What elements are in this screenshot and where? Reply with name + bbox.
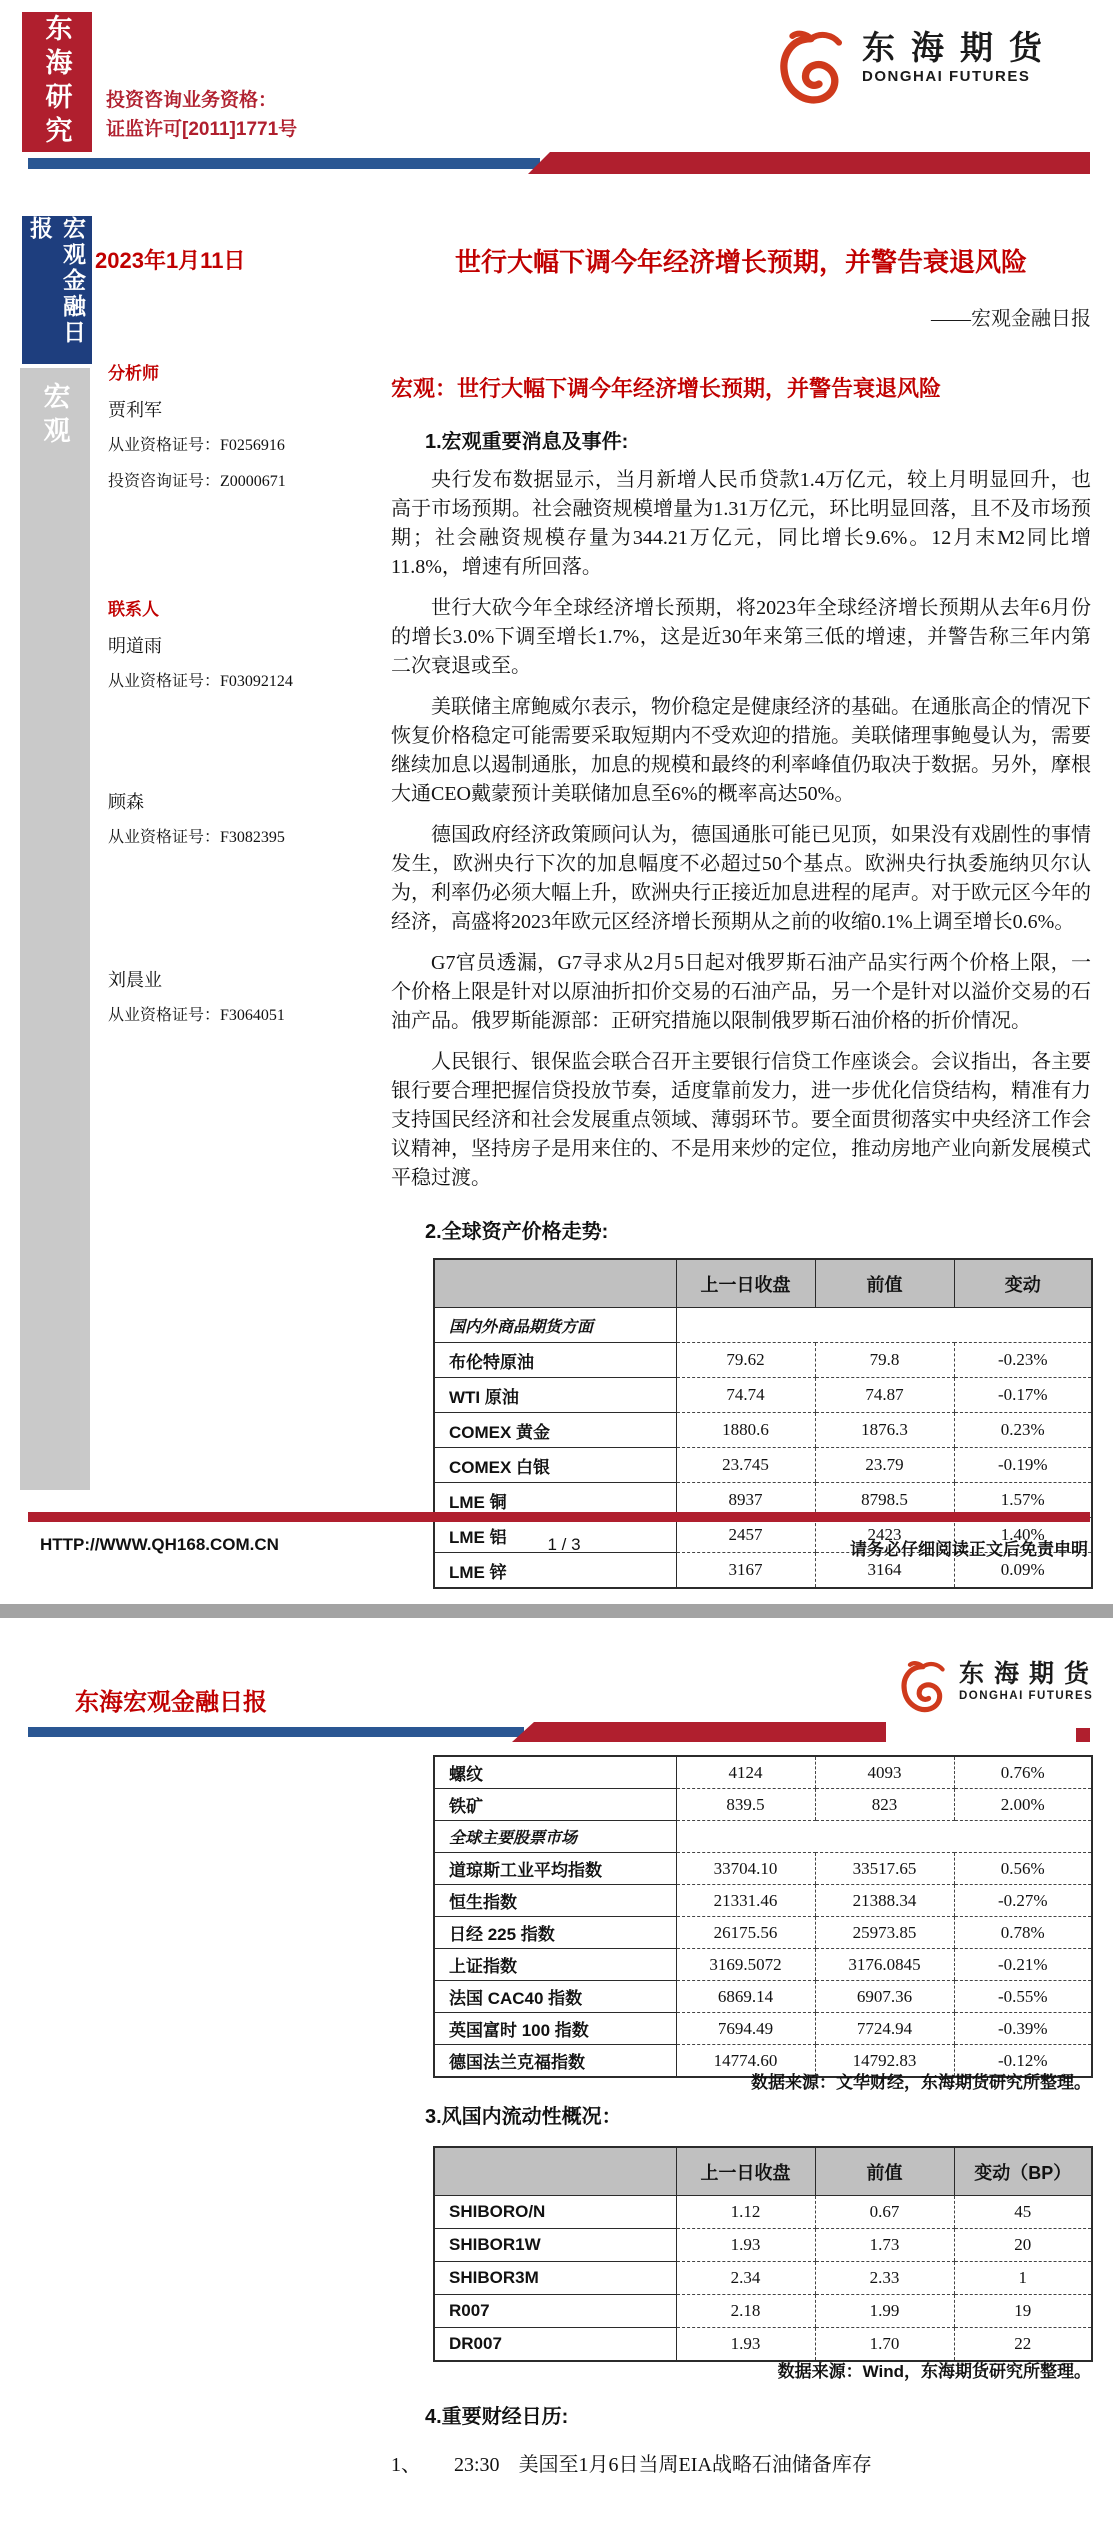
row-label: 日经 225 指数 (434, 1917, 676, 1949)
row-value: 2423 (815, 1518, 954, 1553)
table-row (434, 2262, 1092, 2295)
row-label: 铁矿 (434, 1789, 676, 1821)
row-value: 33704.10 (676, 1853, 815, 1885)
analyst-name: 贾利军 (108, 400, 162, 420)
daily-report-side-band-label: 宏观金融日报 (27, 216, 86, 346)
analyst-cert: 投资咨询证号：Z0000671 (108, 473, 286, 490)
row-value: 74.74 (676, 1378, 815, 1413)
row-value: 2.18 (676, 2295, 815, 2328)
row-value: 8937 (676, 1483, 815, 1518)
calendar-item-index: 1、 (391, 2454, 421, 2476)
row-label: 恒生指数 (434, 1885, 676, 1917)
daily-report-side-band (22, 216, 92, 364)
row-value: 0.78% (954, 1917, 1092, 1949)
row-value: 7694.49 (676, 2013, 815, 2045)
row-section-label: 全球主要股票市场 (434, 1821, 676, 1853)
table-row (434, 1981, 1092, 2013)
header-prior-value: 前值 (815, 1259, 954, 1308)
contact-name: 顾森 (108, 792, 144, 812)
row-value: 1.70 (815, 2328, 954, 2362)
row-label: SHIBOR1W (434, 2229, 676, 2262)
contact-cert: 从业资格证号：F3082395 (108, 829, 285, 846)
contact-cert: 从业资格证号：F3064051 (108, 1007, 285, 1024)
table-row (434, 1885, 1092, 1917)
footer-red-bar (28, 1512, 1090, 1522)
header-empty-cell (434, 1259, 676, 1308)
section2-heading: 2.全球资产价格走势: (425, 1221, 609, 1243)
row-value: -0.27% (954, 1885, 1092, 1917)
row-value: 19 (954, 2295, 1092, 2328)
row-value: 20 (954, 2229, 1092, 2262)
qualification-line2: 证监许可[2011]1771号 (106, 119, 298, 140)
research-side-band-label: 东海研究 (41, 14, 72, 150)
table-row (434, 1343, 1092, 1378)
divider-bar-blue-segment (28, 1727, 524, 1737)
macro-side-band (20, 368, 90, 1490)
header-prev-close: 上一日收盘 (676, 2147, 815, 2196)
row-label: R007 (434, 2295, 676, 2328)
row-value: -0.55% (954, 1981, 1092, 2013)
row-value: 1.93 (676, 2328, 815, 2362)
row-value: 1.40% (954, 1518, 1092, 1553)
liquidity-table (433, 2146, 1093, 2362)
logo-chinese-name: 东海期货 (959, 1660, 1100, 1688)
row-value: 1876.3 (815, 1413, 954, 1448)
dragon-logo-icon (895, 1659, 951, 1726)
section4-heading: 4.重要财经日历: (425, 2406, 569, 2428)
table-row (434, 1756, 1092, 1789)
header-change: 变动 (954, 1259, 1092, 1308)
row-label: 英国富时 100 指数 (434, 2013, 676, 2045)
main-content-column (391, 375, 1091, 1589)
row-value: 6869.14 (676, 1981, 815, 2013)
header-change-bp: 变动（BP） (954, 2147, 1092, 2196)
news-paragraph: G7官员透漏，G7寻求从2月5日起对俄罗斯石油产品实行两个价格上限，一个价格上限是针对以原油折扣价交易的石油产品，另一个是针对以溢价交易的石油产品。俄罗斯能源部：正研究措施以限制俄罗斯石油价格的折价情况。 (391, 952, 1091, 1032)
row-value: -0.12% (954, 2045, 1092, 2078)
row-label: 上证指数 (434, 1949, 676, 1981)
logo-english-name: DONGHAI FUTURES (862, 68, 1031, 85)
row-label: COMEX 白银 (434, 1448, 676, 1483)
header-empty-cell (434, 2147, 676, 2196)
analyst-panel (108, 356, 358, 1034)
report-title: 世行大幅下调今年经济增长预期，并警告衰退风险 (454, 247, 1027, 277)
row-value: 3167 (676, 1553, 815, 1589)
contact-name: 明道雨 (108, 636, 162, 656)
macro-side-band-label: 宏观 (39, 382, 70, 450)
asset-price-table-continued (433, 1755, 1093, 2078)
divider-bar-blue-segment (28, 158, 540, 169)
qualification-block (106, 86, 297, 144)
row-value: 25973.85 (815, 1917, 954, 1949)
table-row (434, 1917, 1092, 1949)
table-row (434, 1789, 1092, 1821)
table-row (434, 2295, 1092, 2328)
row-value: 0.23% (954, 1413, 1092, 1448)
table-row (434, 2328, 1092, 2362)
bar-end-square (1076, 1728, 1090, 1742)
analyst-role-label: 分析师 (108, 364, 159, 383)
divider-bar-red-segment (528, 152, 1090, 174)
row-label: LME 锌 (434, 1553, 676, 1589)
news-paragraph: 美联储主席鲍威尔表示，物价稳定是健康经济的基础。在通胀高企的情况下恢复价格稳定可能需要采取短期内不受欢迎的措施。美联储理事鲍曼认为，需要继续加息以遏制通胀，加息的规模和最终的利率峰值仍取决于数据。另外，摩根大通CEO戴蒙预计美联储加息至6%的概率高达50%。 (391, 696, 1091, 805)
dragon-logo-icon (770, 28, 852, 121)
row-value: -0.19% (954, 1448, 1092, 1483)
data-source-note: 数据来源：文华财经，东海期货研究所整理。 (751, 2073, 1091, 2092)
row-value: 14792.83 (815, 2045, 954, 2078)
row-label: LME 铜 (434, 1483, 676, 1518)
news-paragraph: 世行大砍今年全球经济增长预期，将2023年全球经济增长预期从去年6月份的增长3.0%下调至增长1.7%，这是近30年来第三低的增速，并警告称三年内第二次衰退或至。 (391, 597, 1091, 677)
row-value: 22 (954, 2328, 1092, 2362)
row-value: 79.62 (676, 1343, 815, 1378)
table-row (434, 2229, 1092, 2262)
row-value: 14774.60 (676, 2045, 815, 2078)
row-value: 3176.0845 (815, 1949, 954, 1981)
company-logo-small (893, 1655, 1105, 1728)
research-side-band (22, 12, 92, 152)
news-paragraph: 人民银行、银保监会联合召开主要银行信贷工作座谈会。会议指出，各主要银行要合理把握信贷投放节奏，适度靠前发力，进一步优化信贷结构，精准有力支持国民经济和社会发展重点领域、薄弱环节。要全面贯彻落实中央经济工作会议精神，坚持房子是用来住的、不是用来炒的定位，推动房地产业向新发展模式平稳过渡。 (391, 1051, 1091, 1189)
row-value: 1.12 (676, 2196, 815, 2229)
row-value: 839.5 (676, 1789, 815, 1821)
row-value: 4124 (676, 1756, 815, 1789)
row-label: SHIBORO/N (434, 2196, 676, 2229)
page2-header-title: 东海宏观金融日报 (75, 1689, 267, 1716)
row-value: 2.33 (815, 2262, 954, 2295)
row-value: 3169.5072 (676, 1949, 815, 1981)
divider-bar-red-segment (512, 1722, 886, 1742)
section1-heading: 1.宏观重要消息及事件: (425, 431, 629, 453)
row-value: 7724.94 (815, 2013, 954, 2045)
row-label: WTI 原油 (434, 1378, 676, 1413)
row-label: 布伦特原油 (434, 1343, 676, 1378)
contact-name: 刘晨业 (108, 970, 162, 990)
row-value: 2457 (676, 1518, 815, 1553)
row-label: COMEX 黄金 (434, 1413, 676, 1448)
row-value: 1.99 (815, 2295, 954, 2328)
row-value: 0.09% (954, 1553, 1092, 1589)
header-prev-close: 上一日收盘 (676, 1259, 815, 1308)
row-section-empty (676, 1821, 1092, 1853)
row-value: 0.67 (815, 2196, 954, 2229)
row-value: -0.17% (954, 1378, 1092, 1413)
contact-role-label: 联系人 (108, 600, 159, 619)
news-paragraph: 央行发布数据显示，当月新增人民币贷款1.4万亿元，较上月明显回升，也高于市场预期。社会融资规模增量为1.31万亿元，环比明显回落，且不及市场预期；社会融资规模存量为344.21万亿元，同比增长9.6%。12月末M2同比增11.8%，增速有所回落。 (391, 469, 1091, 578)
row-label: 道琼斯工业平均指数 (434, 1853, 676, 1885)
report-date: 2023年1月11日 (95, 248, 246, 273)
analyst-cert: 从业资格证号：F0256916 (108, 437, 285, 454)
data-source-note: 数据来源：Wind，东海期货研究所整理。 (777, 2362, 1091, 2381)
row-value: 74.87 (815, 1378, 954, 1413)
section3-heading: 3.风国内流动性概况： (425, 2106, 622, 2128)
row-value: 2.00% (954, 1789, 1092, 1821)
row-label: 法国 CAC40 指数 (434, 1981, 676, 2013)
table-row (434, 1853, 1092, 1885)
table-row (434, 1448, 1092, 1483)
table-header-row (434, 1259, 1092, 1308)
table-row (434, 2013, 1092, 2045)
calendar-item-time: 23:30 (454, 2454, 500, 2476)
row-section-label: 国内外商品期货方面 (434, 1308, 676, 1343)
row-value: 2.34 (676, 2262, 815, 2295)
row-value: 1.57% (954, 1483, 1092, 1518)
row-value: 0.56% (954, 1853, 1092, 1885)
row-value: 1 (954, 2262, 1092, 2295)
row-label: 德国法兰克福指数 (434, 2045, 676, 2078)
logo-english-name: DONGHAI FUTURES (959, 1690, 1094, 1702)
page-divider (0, 1604, 1113, 1618)
table-header-row (434, 2147, 1092, 2196)
row-value: 8798.5 (815, 1483, 954, 1518)
row-value: 4093 (815, 1756, 954, 1789)
row-value: 21388.34 (815, 1885, 954, 1917)
row-label: LME 铝 (434, 1518, 676, 1553)
row-value: 23.79 (815, 1448, 954, 1483)
company-logo (770, 28, 1058, 121)
news-paragraph: 德国政府经济政策顾问认为，德国通胀可能已见顶，如果没有戏剧性的事情发生，欧洲央行下次的加息幅度不必超过50个基点。欧洲央行执委施纳贝尔认为，利率仍必须大幅上升，欧洲央行正接近加息进程的尾声。对于欧元区今年的经济，高盛将2023年欧元区经济增长预期从之前的收缩0.1%上调至增长0.6%。 (391, 824, 1091, 933)
table-row (434, 1949, 1092, 1981)
footer-disclaimer: 请务必仔细阅读正文后免责申明 (850, 1540, 1088, 1559)
logo-chinese-name: 东海期货 (862, 29, 1058, 66)
qualification-line1: 投资咨询业务资格： (106, 90, 278, 111)
table-section-row (434, 1821, 1092, 1853)
row-value: -0.23% (954, 1343, 1092, 1378)
report-subtitle: ——宏观金融日报 (931, 308, 1091, 330)
row-value: 33517.65 (815, 1853, 954, 1885)
row-label: 螺纹 (434, 1756, 676, 1789)
row-value: 6907.36 (815, 1981, 954, 2013)
row-value: 3164 (815, 1553, 954, 1589)
calendar-item (391, 2448, 1091, 2477)
footer-website-url[interactable]: HTTP://WWW.QH168.COM.CN (40, 1535, 279, 1554)
footer-page-number: 1 / 3 (547, 1535, 581, 1554)
row-label: DR007 (434, 2328, 676, 2362)
header-divider-bar (0, 152, 1113, 176)
row-value: 823 (815, 1789, 954, 1821)
row-value: 1.93 (676, 2229, 815, 2262)
calendar-item-event: 美国至1月6日当周EIA战略石油储备库存 (518, 2454, 872, 2476)
row-value: 1.73 (815, 2229, 954, 2262)
page-footer (40, 1535, 1088, 1560)
row-value: 1880.6 (676, 1413, 815, 1448)
row-value: 45 (954, 2196, 1092, 2229)
row-value: -0.39% (954, 2013, 1092, 2045)
row-value: -0.21% (954, 1949, 1092, 1981)
table-row (434, 1413, 1092, 1448)
row-value: 23.745 (676, 1448, 815, 1483)
row-value: 21331.46 (676, 1885, 815, 1917)
row-value: 0.76% (954, 1756, 1092, 1789)
macro-section-heading: 宏观：世行大幅下调今年经济增长预期，并警告衰退风险 (391, 376, 942, 401)
row-value: 26175.56 (676, 1917, 815, 1949)
table-row (434, 2196, 1092, 2229)
table-section-row (434, 1308, 1092, 1343)
table-row (434, 1378, 1092, 1413)
row-section-empty (676, 1308, 1092, 1343)
row-label: SHIBOR3M (434, 2262, 676, 2295)
header-prior-value: 前值 (815, 2147, 954, 2196)
contact-cert: 从业资格证号：F03092124 (108, 673, 293, 690)
row-value: 79.8 (815, 1343, 954, 1378)
